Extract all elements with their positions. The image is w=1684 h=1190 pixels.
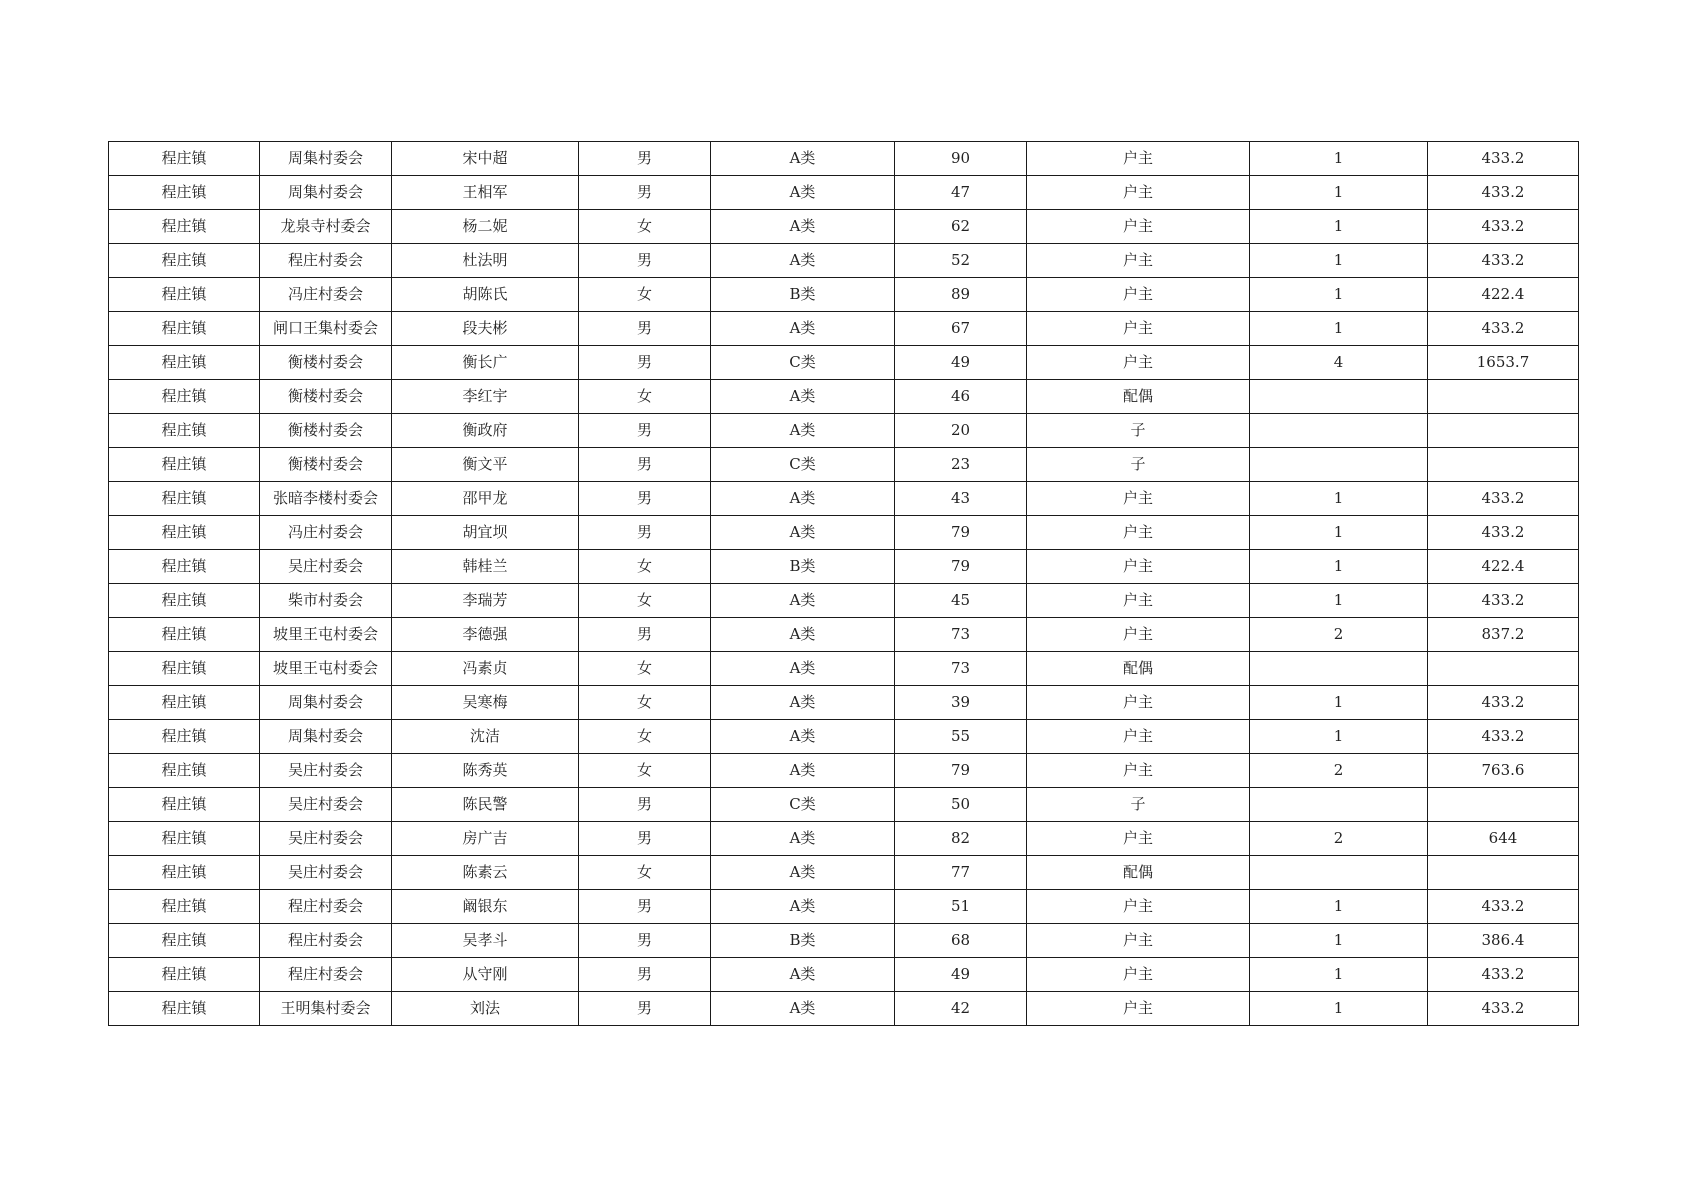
relation-cell: 户主 [1027, 312, 1250, 346]
category-cell: A类 [711, 414, 895, 448]
category-cell: A类 [711, 584, 895, 618]
village-cell: 冯庄村委会 [260, 516, 392, 550]
category-cell: A类 [711, 516, 895, 550]
household-size-cell: 1 [1250, 312, 1428, 346]
name-cell: 吴寒梅 [392, 686, 579, 720]
town-cell: 程庄镇 [109, 380, 260, 414]
town-cell: 程庄镇 [109, 312, 260, 346]
age-cell: 73 [895, 618, 1027, 652]
gender-cell: 男 [579, 618, 711, 652]
town-cell: 程庄镇 [109, 346, 260, 380]
village-cell: 吴庄村委会 [260, 822, 392, 856]
town-cell: 程庄镇 [109, 516, 260, 550]
age-cell: 43 [895, 482, 1027, 516]
town-cell: 程庄镇 [109, 958, 260, 992]
name-cell: 李德强 [392, 618, 579, 652]
category-cell: A类 [711, 618, 895, 652]
amount-cell: 433.2 [1428, 176, 1579, 210]
relation-cell: 户主 [1027, 516, 1250, 550]
village-cell: 坡里王屯村委会 [260, 652, 392, 686]
name-cell: 沈洁 [392, 720, 579, 754]
town-cell: 程庄镇 [109, 822, 260, 856]
relation-cell: 配偶 [1027, 652, 1250, 686]
village-cell: 衡楼村委会 [260, 346, 392, 380]
town-cell: 程庄镇 [109, 720, 260, 754]
table-row [109, 822, 1579, 856]
village-cell: 程庄村委会 [260, 924, 392, 958]
gender-cell: 男 [579, 448, 711, 482]
gender-cell: 男 [579, 992, 711, 1026]
age-cell: 46 [895, 380, 1027, 414]
amount-cell: 433.2 [1428, 890, 1579, 924]
town-cell: 程庄镇 [109, 244, 260, 278]
household-size-cell [1250, 380, 1428, 414]
relation-cell: 户主 [1027, 346, 1250, 380]
relation-cell: 户主 [1027, 176, 1250, 210]
amount-cell: 386.4 [1428, 924, 1579, 958]
category-cell: A类 [711, 754, 895, 788]
table-row [109, 244, 1579, 278]
category-cell: C类 [711, 448, 895, 482]
town-cell: 程庄镇 [109, 890, 260, 924]
age-cell: 73 [895, 652, 1027, 686]
age-cell: 68 [895, 924, 1027, 958]
category-cell: A类 [711, 176, 895, 210]
household-size-cell: 1 [1250, 176, 1428, 210]
gender-cell: 男 [579, 958, 711, 992]
name-cell: 胡宜坝 [392, 516, 579, 550]
category-cell: A类 [711, 822, 895, 856]
household-size-cell [1250, 448, 1428, 482]
amount-cell: 422.4 [1428, 550, 1579, 584]
name-cell: 邵甲龙 [392, 482, 579, 516]
amount-cell: 433.2 [1428, 244, 1579, 278]
table-row [109, 686, 1579, 720]
name-cell: 衡政府 [392, 414, 579, 448]
town-cell: 程庄镇 [109, 448, 260, 482]
table-row [109, 992, 1579, 1026]
name-cell: 从守刚 [392, 958, 579, 992]
relation-cell: 子 [1027, 414, 1250, 448]
age-cell: 51 [895, 890, 1027, 924]
amount-cell: 433.2 [1428, 312, 1579, 346]
table-row [109, 584, 1579, 618]
age-cell: 52 [895, 244, 1027, 278]
village-cell: 周集村委会 [260, 686, 392, 720]
town-cell: 程庄镇 [109, 924, 260, 958]
village-cell: 坡里王屯村委会 [260, 618, 392, 652]
town-cell: 程庄镇 [109, 584, 260, 618]
name-cell: 陈素云 [392, 856, 579, 890]
town-cell: 程庄镇 [109, 278, 260, 312]
village-cell: 衡楼村委会 [260, 448, 392, 482]
household-size-cell: 1 [1250, 210, 1428, 244]
table-row [109, 652, 1579, 686]
amount-cell [1428, 448, 1579, 482]
relation-cell: 户主 [1027, 278, 1250, 312]
town-cell: 程庄镇 [109, 856, 260, 890]
gender-cell: 男 [579, 890, 711, 924]
amount-cell: 433.2 [1428, 958, 1579, 992]
age-cell: 79 [895, 754, 1027, 788]
name-cell: 韩桂兰 [392, 550, 579, 584]
table-row [109, 890, 1579, 924]
amount-cell [1428, 788, 1579, 822]
age-cell: 42 [895, 992, 1027, 1026]
age-cell: 47 [895, 176, 1027, 210]
village-cell: 程庄村委会 [260, 890, 392, 924]
name-cell: 陈秀英 [392, 754, 579, 788]
town-cell: 程庄镇 [109, 754, 260, 788]
roster-body [109, 142, 1579, 1026]
relation-cell: 户主 [1027, 550, 1250, 584]
table-row [109, 720, 1579, 754]
household-size-cell: 1 [1250, 686, 1428, 720]
name-cell: 李红宇 [392, 380, 579, 414]
category-cell: B类 [711, 278, 895, 312]
gender-cell: 女 [579, 210, 711, 244]
table-row [109, 448, 1579, 482]
age-cell: 62 [895, 210, 1027, 244]
village-cell: 周集村委会 [260, 176, 392, 210]
name-cell: 李瑞芳 [392, 584, 579, 618]
gender-cell: 男 [579, 924, 711, 958]
gender-cell: 男 [579, 788, 711, 822]
household-size-cell: 1 [1250, 244, 1428, 278]
table-row [109, 414, 1579, 448]
gender-cell: 女 [579, 754, 711, 788]
relation-cell: 子 [1027, 788, 1250, 822]
age-cell: 55 [895, 720, 1027, 754]
household-size-cell: 1 [1250, 278, 1428, 312]
gender-cell: 女 [579, 550, 711, 584]
household-size-cell: 4 [1250, 346, 1428, 380]
table-row [109, 618, 1579, 652]
gender-cell: 男 [579, 516, 711, 550]
household-size-cell: 2 [1250, 754, 1428, 788]
village-cell: 王明集村委会 [260, 992, 392, 1026]
name-cell: 宋中超 [392, 142, 579, 176]
table-row [109, 142, 1579, 176]
category-cell: A类 [711, 686, 895, 720]
gender-cell: 男 [579, 482, 711, 516]
name-cell: 房广吉 [392, 822, 579, 856]
household-size-cell: 2 [1250, 618, 1428, 652]
table-row [109, 312, 1579, 346]
relation-cell: 子 [1027, 448, 1250, 482]
relation-cell: 户主 [1027, 958, 1250, 992]
village-cell: 张暗李楼村委会 [260, 482, 392, 516]
amount-cell: 433.2 [1428, 142, 1579, 176]
household-size-cell [1250, 652, 1428, 686]
village-cell: 冯庄村委会 [260, 278, 392, 312]
age-cell: 23 [895, 448, 1027, 482]
category-cell: A类 [711, 312, 895, 346]
household-size-cell: 1 [1250, 584, 1428, 618]
category-cell: A类 [711, 380, 895, 414]
amount-cell [1428, 380, 1579, 414]
relation-cell: 户主 [1027, 720, 1250, 754]
table-row [109, 958, 1579, 992]
category-cell: A类 [711, 244, 895, 278]
gender-cell: 男 [579, 142, 711, 176]
category-cell: A类 [711, 890, 895, 924]
village-cell: 周集村委会 [260, 142, 392, 176]
age-cell: 67 [895, 312, 1027, 346]
gender-cell: 女 [579, 720, 711, 754]
age-cell: 39 [895, 686, 1027, 720]
amount-cell: 433.2 [1428, 482, 1579, 516]
name-cell: 陈民警 [392, 788, 579, 822]
household-size-cell [1250, 788, 1428, 822]
gender-cell: 男 [579, 176, 711, 210]
village-cell: 衡楼村委会 [260, 414, 392, 448]
relation-cell: 户主 [1027, 890, 1250, 924]
age-cell: 82 [895, 822, 1027, 856]
village-cell: 柴市村委会 [260, 584, 392, 618]
town-cell: 程庄镇 [109, 142, 260, 176]
relation-cell: 户主 [1027, 754, 1250, 788]
gender-cell: 男 [579, 244, 711, 278]
age-cell: 90 [895, 142, 1027, 176]
age-cell: 89 [895, 278, 1027, 312]
gender-cell: 男 [579, 312, 711, 346]
category-cell: C类 [711, 346, 895, 380]
category-cell: A类 [711, 482, 895, 516]
village-cell: 闸口王集村委会 [260, 312, 392, 346]
name-cell: 冯素贞 [392, 652, 579, 686]
relation-cell: 户主 [1027, 584, 1250, 618]
amount-cell: 433.2 [1428, 992, 1579, 1026]
amount-cell [1428, 856, 1579, 890]
amount-cell: 433.2 [1428, 720, 1579, 754]
village-cell: 程庄村委会 [260, 958, 392, 992]
gender-cell: 男 [579, 822, 711, 856]
household-size-cell: 1 [1250, 550, 1428, 584]
household-size-cell: 1 [1250, 924, 1428, 958]
household-size-cell: 1 [1250, 482, 1428, 516]
gender-cell: 女 [579, 856, 711, 890]
table-row [109, 754, 1579, 788]
village-cell: 吴庄村委会 [260, 550, 392, 584]
household-size-cell: 1 [1250, 720, 1428, 754]
category-cell: A类 [711, 856, 895, 890]
village-cell: 周集村委会 [260, 720, 392, 754]
amount-cell: 1653.7 [1428, 346, 1579, 380]
table-row [109, 176, 1579, 210]
gender-cell: 男 [579, 346, 711, 380]
amount-cell: 422.4 [1428, 278, 1579, 312]
amount-cell [1428, 652, 1579, 686]
town-cell: 程庄镇 [109, 210, 260, 244]
name-cell: 阚银东 [392, 890, 579, 924]
name-cell: 衡长广 [392, 346, 579, 380]
category-cell: C类 [711, 788, 895, 822]
town-cell: 程庄镇 [109, 414, 260, 448]
village-cell: 吴庄村委会 [260, 788, 392, 822]
table-row [109, 856, 1579, 890]
relation-cell: 户主 [1027, 142, 1250, 176]
category-cell: A类 [711, 210, 895, 244]
category-cell: A类 [711, 142, 895, 176]
gender-cell: 女 [579, 278, 711, 312]
age-cell: 79 [895, 516, 1027, 550]
town-cell: 程庄镇 [109, 618, 260, 652]
relation-cell: 户主 [1027, 686, 1250, 720]
village-cell: 衡楼村委会 [260, 380, 392, 414]
table-row [109, 482, 1579, 516]
relation-cell: 户主 [1027, 482, 1250, 516]
household-size-cell: 1 [1250, 890, 1428, 924]
relation-cell: 户主 [1027, 992, 1250, 1026]
town-cell: 程庄镇 [109, 482, 260, 516]
amount-cell: 763.6 [1428, 754, 1579, 788]
amount-cell: 433.2 [1428, 210, 1579, 244]
category-cell: B类 [711, 550, 895, 584]
category-cell: B类 [711, 924, 895, 958]
relation-cell: 户主 [1027, 210, 1250, 244]
name-cell: 段夫彬 [392, 312, 579, 346]
village-cell: 程庄村委会 [260, 244, 392, 278]
village-cell: 吴庄村委会 [260, 754, 392, 788]
category-cell: A类 [711, 652, 895, 686]
age-cell: 49 [895, 346, 1027, 380]
name-cell: 衡文平 [392, 448, 579, 482]
age-cell: 49 [895, 958, 1027, 992]
table-row [109, 788, 1579, 822]
household-size-cell: 2 [1250, 822, 1428, 856]
category-cell: A类 [711, 992, 895, 1026]
amount-cell [1428, 414, 1579, 448]
village-cell: 吴庄村委会 [260, 856, 392, 890]
gender-cell: 男 [579, 414, 711, 448]
age-cell: 77 [895, 856, 1027, 890]
town-cell: 程庄镇 [109, 788, 260, 822]
age-cell: 45 [895, 584, 1027, 618]
table-row [109, 516, 1579, 550]
name-cell: 刘法 [392, 992, 579, 1026]
relation-cell: 户主 [1027, 618, 1250, 652]
gender-cell: 女 [579, 686, 711, 720]
relation-cell: 户主 [1027, 244, 1250, 278]
name-cell: 王相军 [392, 176, 579, 210]
amount-cell: 644 [1428, 822, 1579, 856]
town-cell: 程庄镇 [109, 652, 260, 686]
gender-cell: 女 [579, 380, 711, 414]
household-size-cell [1250, 414, 1428, 448]
table-row [109, 550, 1579, 584]
table-row [109, 346, 1579, 380]
table-row [109, 210, 1579, 244]
name-cell: 胡陈氏 [392, 278, 579, 312]
amount-cell: 433.2 [1428, 686, 1579, 720]
category-cell: A类 [711, 720, 895, 754]
age-cell: 79 [895, 550, 1027, 584]
roster-table [108, 141, 1579, 1026]
household-size-cell [1250, 856, 1428, 890]
table-row [109, 924, 1579, 958]
table-row [109, 380, 1579, 414]
relation-cell: 户主 [1027, 822, 1250, 856]
name-cell: 杨二妮 [392, 210, 579, 244]
age-cell: 20 [895, 414, 1027, 448]
gender-cell: 女 [579, 652, 711, 686]
town-cell: 程庄镇 [109, 550, 260, 584]
household-size-cell: 1 [1250, 142, 1428, 176]
gender-cell: 女 [579, 584, 711, 618]
town-cell: 程庄镇 [109, 686, 260, 720]
table-row [109, 278, 1579, 312]
relation-cell: 配偶 [1027, 856, 1250, 890]
age-cell: 50 [895, 788, 1027, 822]
name-cell: 杜法明 [392, 244, 579, 278]
household-size-cell: 1 [1250, 958, 1428, 992]
village-cell: 龙泉寺村委会 [260, 210, 392, 244]
category-cell: A类 [711, 958, 895, 992]
amount-cell: 837.2 [1428, 618, 1579, 652]
amount-cell: 433.2 [1428, 516, 1579, 550]
name-cell: 吴孝斗 [392, 924, 579, 958]
household-size-cell: 1 [1250, 992, 1428, 1026]
town-cell: 程庄镇 [109, 176, 260, 210]
household-size-cell: 1 [1250, 516, 1428, 550]
town-cell: 程庄镇 [109, 992, 260, 1026]
relation-cell: 配偶 [1027, 380, 1250, 414]
relation-cell: 户主 [1027, 924, 1250, 958]
amount-cell: 433.2 [1428, 584, 1579, 618]
